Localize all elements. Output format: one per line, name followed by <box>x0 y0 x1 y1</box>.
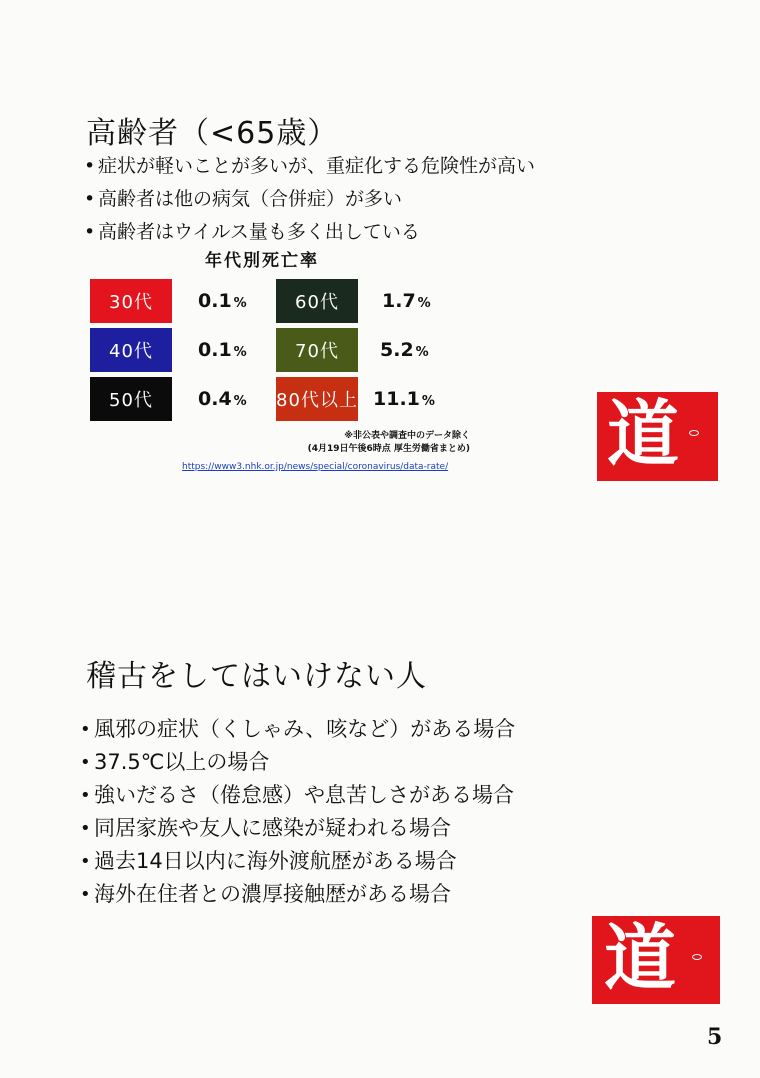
bullet-item: • 高齢者はウイルス量も多く出している <box>84 216 535 249</box>
bullet-item: • 37.5℃以上の場合 <box>80 746 515 779</box>
rate-unit: % <box>233 394 247 409</box>
rate-value: 5.2 <box>380 339 414 361</box>
chart-title: 年代別死亡率 <box>205 251 319 271</box>
rate-unit: % <box>415 345 429 360</box>
section1-bullet-list <box>84 150 535 249</box>
logo-kanji: 道 <box>604 916 677 1000</box>
age-box-50s <box>90 377 172 421</box>
note-line: (4月19日午後6時点 厚生労働省まとめ) <box>307 444 470 454</box>
rate-30s <box>198 279 247 323</box>
logo-stamp-icon <box>689 430 699 436</box>
section2-bullet-list <box>80 713 515 911</box>
age-box-60s <box>276 279 358 323</box>
source-link[interactable]: https://www3.nhk.or.jp/news/special/coronavirus/data-rate/ <box>182 462 449 472</box>
rate-value: 1.7 <box>382 290 416 312</box>
rate-value: 0.1 <box>198 339 232 361</box>
age-label: 40代 <box>109 341 153 362</box>
rate-60s <box>382 279 431 323</box>
dojo-logo <box>597 392 718 481</box>
bullet-item: • 症状が軽いことが多いが、重症化する危険性が高い <box>84 150 535 183</box>
bullet-item: • 風邪の症状（くしゃみ、咳など）がある場合 <box>80 713 515 746</box>
age-box-70s <box>276 328 358 372</box>
dojo-logo <box>592 916 720 1004</box>
rate-unit: % <box>233 345 247 360</box>
bullet-item: • 同居家族や友人に感染が疑われる場合 <box>80 812 515 845</box>
rate-unit: % <box>421 394 435 409</box>
rate-unit: % <box>233 296 247 311</box>
bullet-item: • 高齢者は他の病気（合併症）が多い <box>84 183 535 216</box>
age-label: 30代 <box>109 292 153 313</box>
age-box-30s <box>90 279 172 323</box>
rate-value: 11.1 <box>373 388 420 410</box>
age-label: 80代以上 <box>276 390 358 411</box>
rate-value: 0.1 <box>198 290 232 312</box>
rate-50s <box>198 377 247 421</box>
page-number: 5 <box>707 1024 723 1050</box>
logo-kanji: 道 <box>607 392 680 476</box>
age-label: 60代 <box>295 292 339 313</box>
rate-80s-plus <box>373 377 435 421</box>
age-label: 70代 <box>295 341 339 362</box>
chart-note <box>308 430 470 456</box>
bullet-item: • 強いだるさ（倦怠感）や息苦しさがある場合 <box>80 779 515 812</box>
rate-40s <box>198 328 247 372</box>
rate-unit: % <box>417 296 431 311</box>
logo-stamp-icon <box>692 954 702 960</box>
rate-value: 0.4 <box>198 388 232 410</box>
age-box-80s-plus <box>276 377 358 421</box>
bullet-item: • 海外在住者との濃厚接触歴がある場合 <box>80 878 515 911</box>
note-line: ※非公表や調査中のデータ除く <box>344 431 470 441</box>
age-label: 50代 <box>109 390 153 411</box>
age-box-40s <box>90 328 172 372</box>
rate-70s <box>380 328 429 372</box>
section2-title: 稽古をしてはいけない人 <box>86 659 427 694</box>
bullet-item: • 過去14日以内に海外渡航歴がある場合 <box>80 845 515 878</box>
section1-title: 高齢者（<65歳） <box>86 116 339 151</box>
